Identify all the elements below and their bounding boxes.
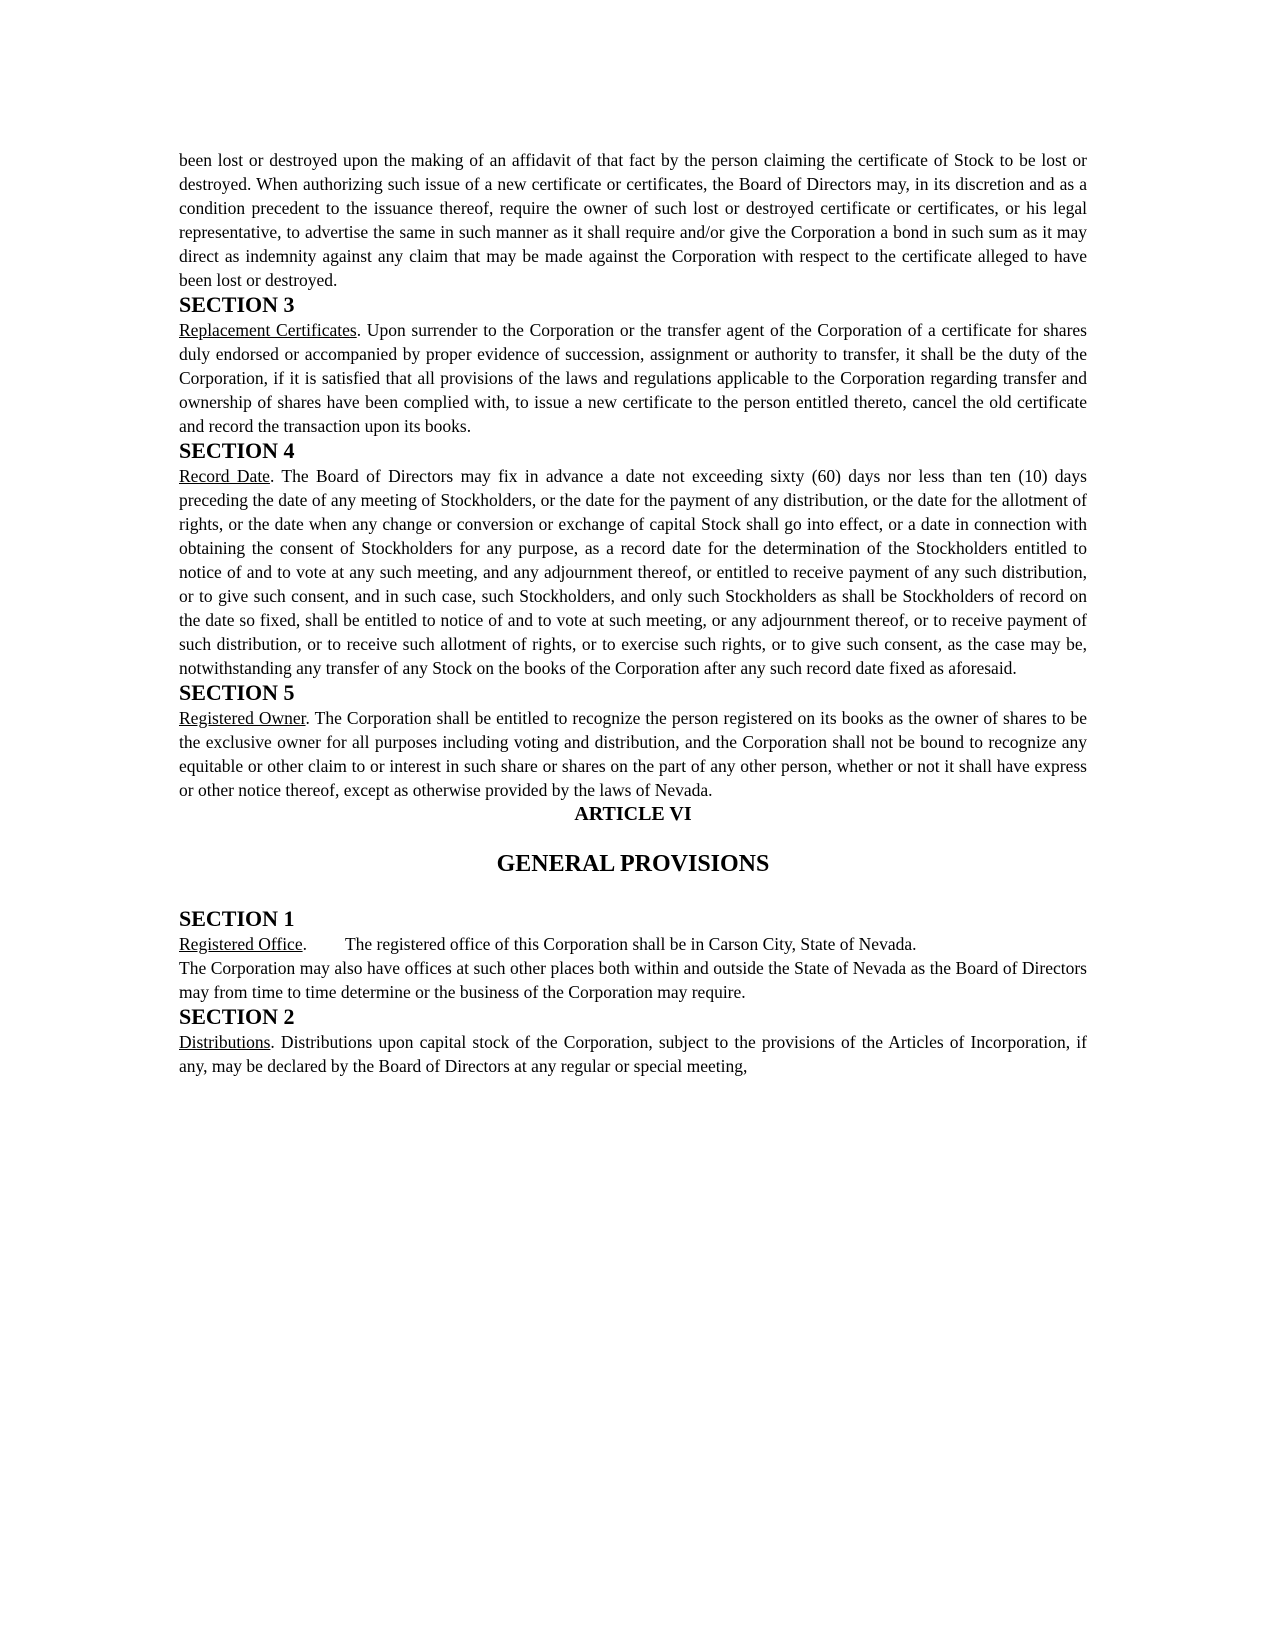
section-4-body-text: . The Board of Directors may fix in advance a date not exceeding sixty (60) days nor less than ten (10) days preceding the date of any meeting of Stockholders, or the date for the payment of any distribution, or the date for the allotment of rights, or the date when any change or conversion or exchange of capital Stock shall go into effect, or a date in connection with obtaining the consent of Stockholders for any purpose, as a record date for the determination of the Stockholders entitled to notice of and to vote at any such meeting, and any adjournment thereof, or entitled to receive payment of any such distribution, or to give such consent, and in such case, such Stockholders, and only such Stockholders as shall be Stockholders of record on the date so fixed, shall be entitled to notice of and to vote at such meeting, or any adjournment thereof, or to receive payment of such distribution, or to receive such allotment of rights, or to exercise such rights, or to give such consent, as the case may be, notwithstanding any transfer of any Stock on the books of the Corporation after any such record date fixed as aforesaid. [179, 466, 1087, 678]
article-6-title: ARTICLE VI [574, 803, 692, 825]
section-1-paragraph [179, 932, 1087, 956]
section-5-body-text: . The Corporation shall be entitled to recognize the person registered on its books as the owner of shares to be the exclusive owner for all purposes including voting and distribution, and the Corporation shall not be bound to recognize any equitable or other claim to or interest in such share or shares on the part of any other person, whether or not it shall have express or other notice thereof, except as otherwise provided by the laws of Nevada. [179, 708, 1087, 800]
section-2-body-text: . Distributions upon capital stock of the Corporation, subject to the provisions of the Articles of Incorporation, if any, may be declared by the Board of Directors at any regular or special meeting, [179, 1032, 1087, 1076]
section-4-term-record-date: Record Date [179, 466, 270, 486]
section-5-heading: SECTION 5 [179, 680, 295, 705]
section-5-term-registered-owner: Registered Owner [179, 708, 306, 728]
section-3-term-replacement-certificates: Replacement Certificates [179, 320, 357, 340]
section-3-body-text: . Upon surrender to the Corporation or the transfer agent of the Corporation of a certificate for shares duly endorsed or accompanied by proper evidence of succession, assignment or authority to transfer, it shall be the duty of the Corporation, if it is satisfied that all provisions of the laws and regulations applicable to the Corporation regarding transfer and ownership of shares have been complied with, to issue a new certificate to the person entitled thereto, cancel the old certificate and record the transaction upon its books. [179, 320, 1087, 436]
section-1-heading: SECTION 1 [179, 906, 295, 931]
section-5-paragraph [179, 706, 1087, 802]
section-3-paragraph [179, 318, 1087, 438]
section-1-body-text: The registered office of this Corporation shall be in Carson City, State of Nevada. [344, 934, 917, 954]
section-1-paragraph-2: The Corporation may also have offices at such other places both within and outside the State of Nevada as the Board of Directors may from time to time determine or the business of the Corporation may require. [179, 958, 1087, 1002]
paragraph-lost-certificates-continuation: been lost or destroyed upon the making of an affidavit of that fact by the person claiming the certificate of Stock to be lost or destroyed. When authorizing such issue of a new certificate or certificates, the Board of Directors may, in its discretion and as a condition precedent to the issuance thereof, require the owner of such lost or destroyed certificate or certificates, or his legal representative, to advertise the same in such manner as it shall require and/or give the Corporation a bond in such sum as it may direct as indemnity against any claim that may be made against the Corporation with respect to the certificate alleged to have been lost or destroyed. [179, 150, 1087, 290]
section-2-heading: SECTION 2 [179, 1004, 295, 1029]
section-4-paragraph [179, 464, 1087, 680]
section-1-term-registered-office: Registered Office [179, 934, 303, 954]
section-1-term-period: . [302, 934, 307, 954]
section-4-heading: SECTION 4 [179, 438, 295, 463]
article-6-subtitle-general-provisions: GENERAL PROVISIONS [496, 851, 770, 877]
section-2-paragraph [179, 1030, 1087, 1078]
section-2-term-distributions: Distributions [179, 1032, 271, 1052]
section-3-heading: SECTION 3 [179, 292, 295, 317]
